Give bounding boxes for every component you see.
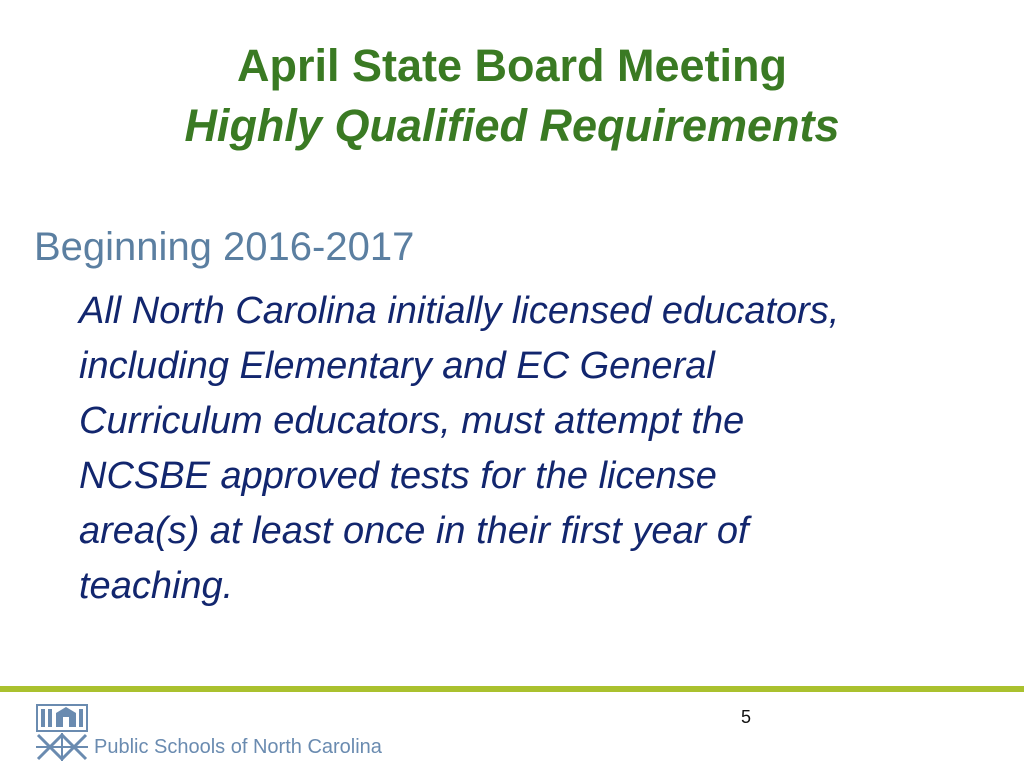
body-line: teaching. xyxy=(79,565,234,607)
body-line: area(s) at least once in their first year of xyxy=(79,510,749,552)
organization-name: Public Schools of North Carolina xyxy=(94,736,382,758)
body-line: NCSBE approved tests for the license xyxy=(79,455,717,497)
title-line-2: Highly Qualified Requirements xyxy=(184,100,840,151)
title-line-1: April State Board Meeting xyxy=(236,40,788,91)
dpi-logo-icon xyxy=(36,703,88,761)
slide-title xyxy=(0,36,1024,156)
page-number: 5 xyxy=(741,707,752,727)
body-paragraph xyxy=(79,284,999,614)
body-line: Curriculum educators, must attempt the xyxy=(79,400,745,442)
footer-divider xyxy=(0,686,1024,692)
body-line: including Elementary and EC General xyxy=(79,345,715,387)
body-line: All North Carolina initially licensed educators, xyxy=(79,290,840,332)
section-heading: Beginning 2016-2017 xyxy=(34,225,415,269)
